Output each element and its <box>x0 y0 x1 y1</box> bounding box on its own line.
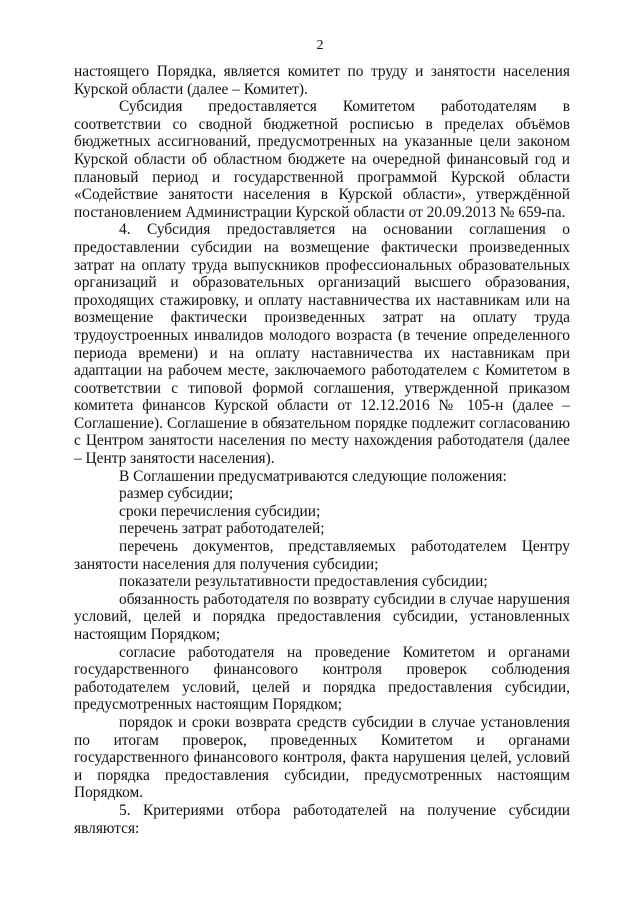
list-item-transfer-terms: сроки перечисления субсидии; <box>119 502 321 520</box>
paragraph-agreement-provisions-intro: В Соглашении предусматриваются следующие положения: <box>119 467 507 485</box>
list-item-documents-list: перечень документов, представляемых работодателем Центру занятости населения для получения субсидии; <box>74 538 570 573</box>
list-item-inspection-consent: согласие работодателя на проведение Комитетом и органами государственного финансового контроля проверок соблюдения работодателем условий, целей и порядка предоставления субсидии, предусмотренных настоящим Порядком; <box>74 643 570 714</box>
paragraph-item-5-criteria: 5. Критериями отбора работодателей на получение субсидии являются: <box>74 801 570 837</box>
paragraph-subsidy-budget: Субсидия предоставляется Комитетом работодателям в соответствии со сводной бюджетной росписью в пределах объёмов бюджетных ассигнований, предусмотренных на указанные цели законом Курской области об областном бюджете на очередной финансовый год и плановый период и государственной программой Курской области «Содействие занятости населения в Курской области», утверждённой постановлением Администрации Курской области от 20.09.2013 № 659-па. <box>74 98 570 221</box>
page-number: 2 <box>316 38 324 53</box>
list-item-performance-indicators: показатели результативности предоставления субсидии; <box>119 573 488 591</box>
list-item-employer-costs: перечень затрат работодателей; <box>119 520 325 538</box>
paragraph-item-4-agreement: 4. Субсидия предоставляется на основании соглашения о предоставлении субсидии на возмещение фактически произведенных затрат на оплату труда выпускников профессиональных образовательных организаций и образовательных организаций высшего образования, проходящих стажировку, и оплату наставничества их наставникам или на возмещение фактически произведенных затрат на оплату труда трудоустроенных инвалидов молодого возраста (в течение определенного периода времени) и на оплату наставничества их наставникам при адаптации на рабочем месте, заключаемого работодателем с Комитетом в соответствии с типовой формой соглашения, утвержденной приказом комитета финансов Курской области от 12.12.2016 № 105-н (далее – Соглашение). Соглашение в обязательном порядке подлежит согласованию с Центром занятости населения по месту нахождения работодателя (далее – Центр занятости населения). <box>74 221 570 468</box>
list-item-refund-procedure: порядок и сроки возврата средств субсидии в случае установления по итогам проверок, проведенных Комитетом и органами государственного финансового контроля, факта нарушения целей, условий и порядка предоставления субсидии, предусмотренных настоящим Порядком. <box>74 713 570 802</box>
list-item-subsidy-amount: размер субсидии; <box>119 485 234 503</box>
document-body <box>74 63 570 837</box>
list-item-refund-obligation: обязанность работодателя по возврату субсидии в случае нарушения условий, целей и порядка предоставления субсидии, установленных настоящим Порядком; <box>74 590 570 643</box>
paragraph-committee-definition: настоящего Порядка, является комитет по труду и занятости населения Курской области (далее – Комитет). <box>74 63 570 98</box>
